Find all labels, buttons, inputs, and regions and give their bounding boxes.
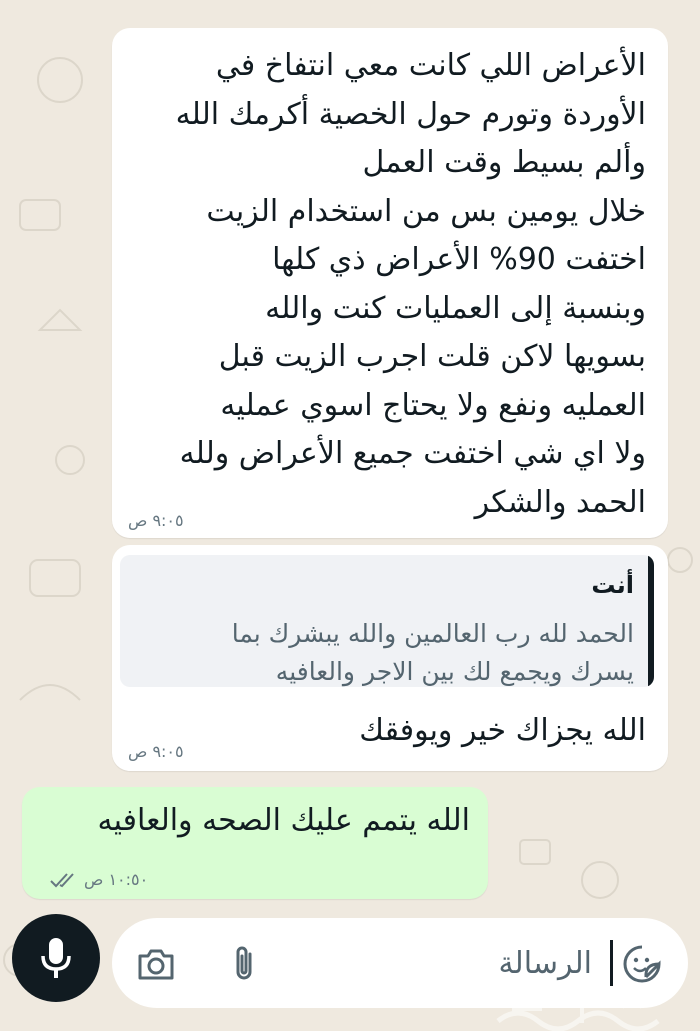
quote-author: أنت xyxy=(591,571,634,599)
message-timestamp: ٩:٠٥ ص xyxy=(128,742,184,761)
message-text: الله يجزاك خير ويوفقك xyxy=(359,713,646,748)
watermark-logo xyxy=(492,995,682,1031)
microphone-button[interactable] xyxy=(12,914,100,1002)
microphone-icon xyxy=(39,936,73,980)
message-bubble[interactable] xyxy=(112,545,668,771)
double-check-icon xyxy=(50,872,78,888)
message-input[interactable] xyxy=(292,936,592,990)
camera-icon[interactable] xyxy=(136,944,176,984)
quote-accent-bar xyxy=(648,555,654,687)
sticker-icon[interactable] xyxy=(622,944,662,984)
quote-text: الحمد لله رب العالمين والله يبشرك بما يسرك ويجمع لك بين الاجر والعافيه xyxy=(231,619,634,686)
message-meta xyxy=(50,870,148,889)
message-text: الأعراض اللي كانت معي انتفاخ في الأوردة وتورم حول الخصية أكرمك الله وألم بسيط وقت العمل خلال يومين بس من استخدام الزيت اختفت 90% الأعراض ذي كلها وبنسبة إلى العمليات كنت والله بسويها لاكن قلت اجرب الزيت قبل العمليه ونفع ولا يحتاج اسوي عمليه ولا اي شي اختفت جميع الأعراض ولله الحمد والشكر xyxy=(175,48,646,520)
message-bubble[interactable] xyxy=(22,787,488,899)
message-bubble[interactable] xyxy=(112,28,668,538)
text-cursor xyxy=(610,940,613,986)
message-text: الله يتمم عليك الصحه والعافيه xyxy=(97,803,470,838)
quoted-reply[interactable] xyxy=(120,555,654,687)
attachment-icon[interactable] xyxy=(224,944,264,984)
message-timestamp: ١٠:٥٠ ص xyxy=(84,870,149,889)
message-timestamp: ٩:٠٥ ص xyxy=(128,511,184,530)
